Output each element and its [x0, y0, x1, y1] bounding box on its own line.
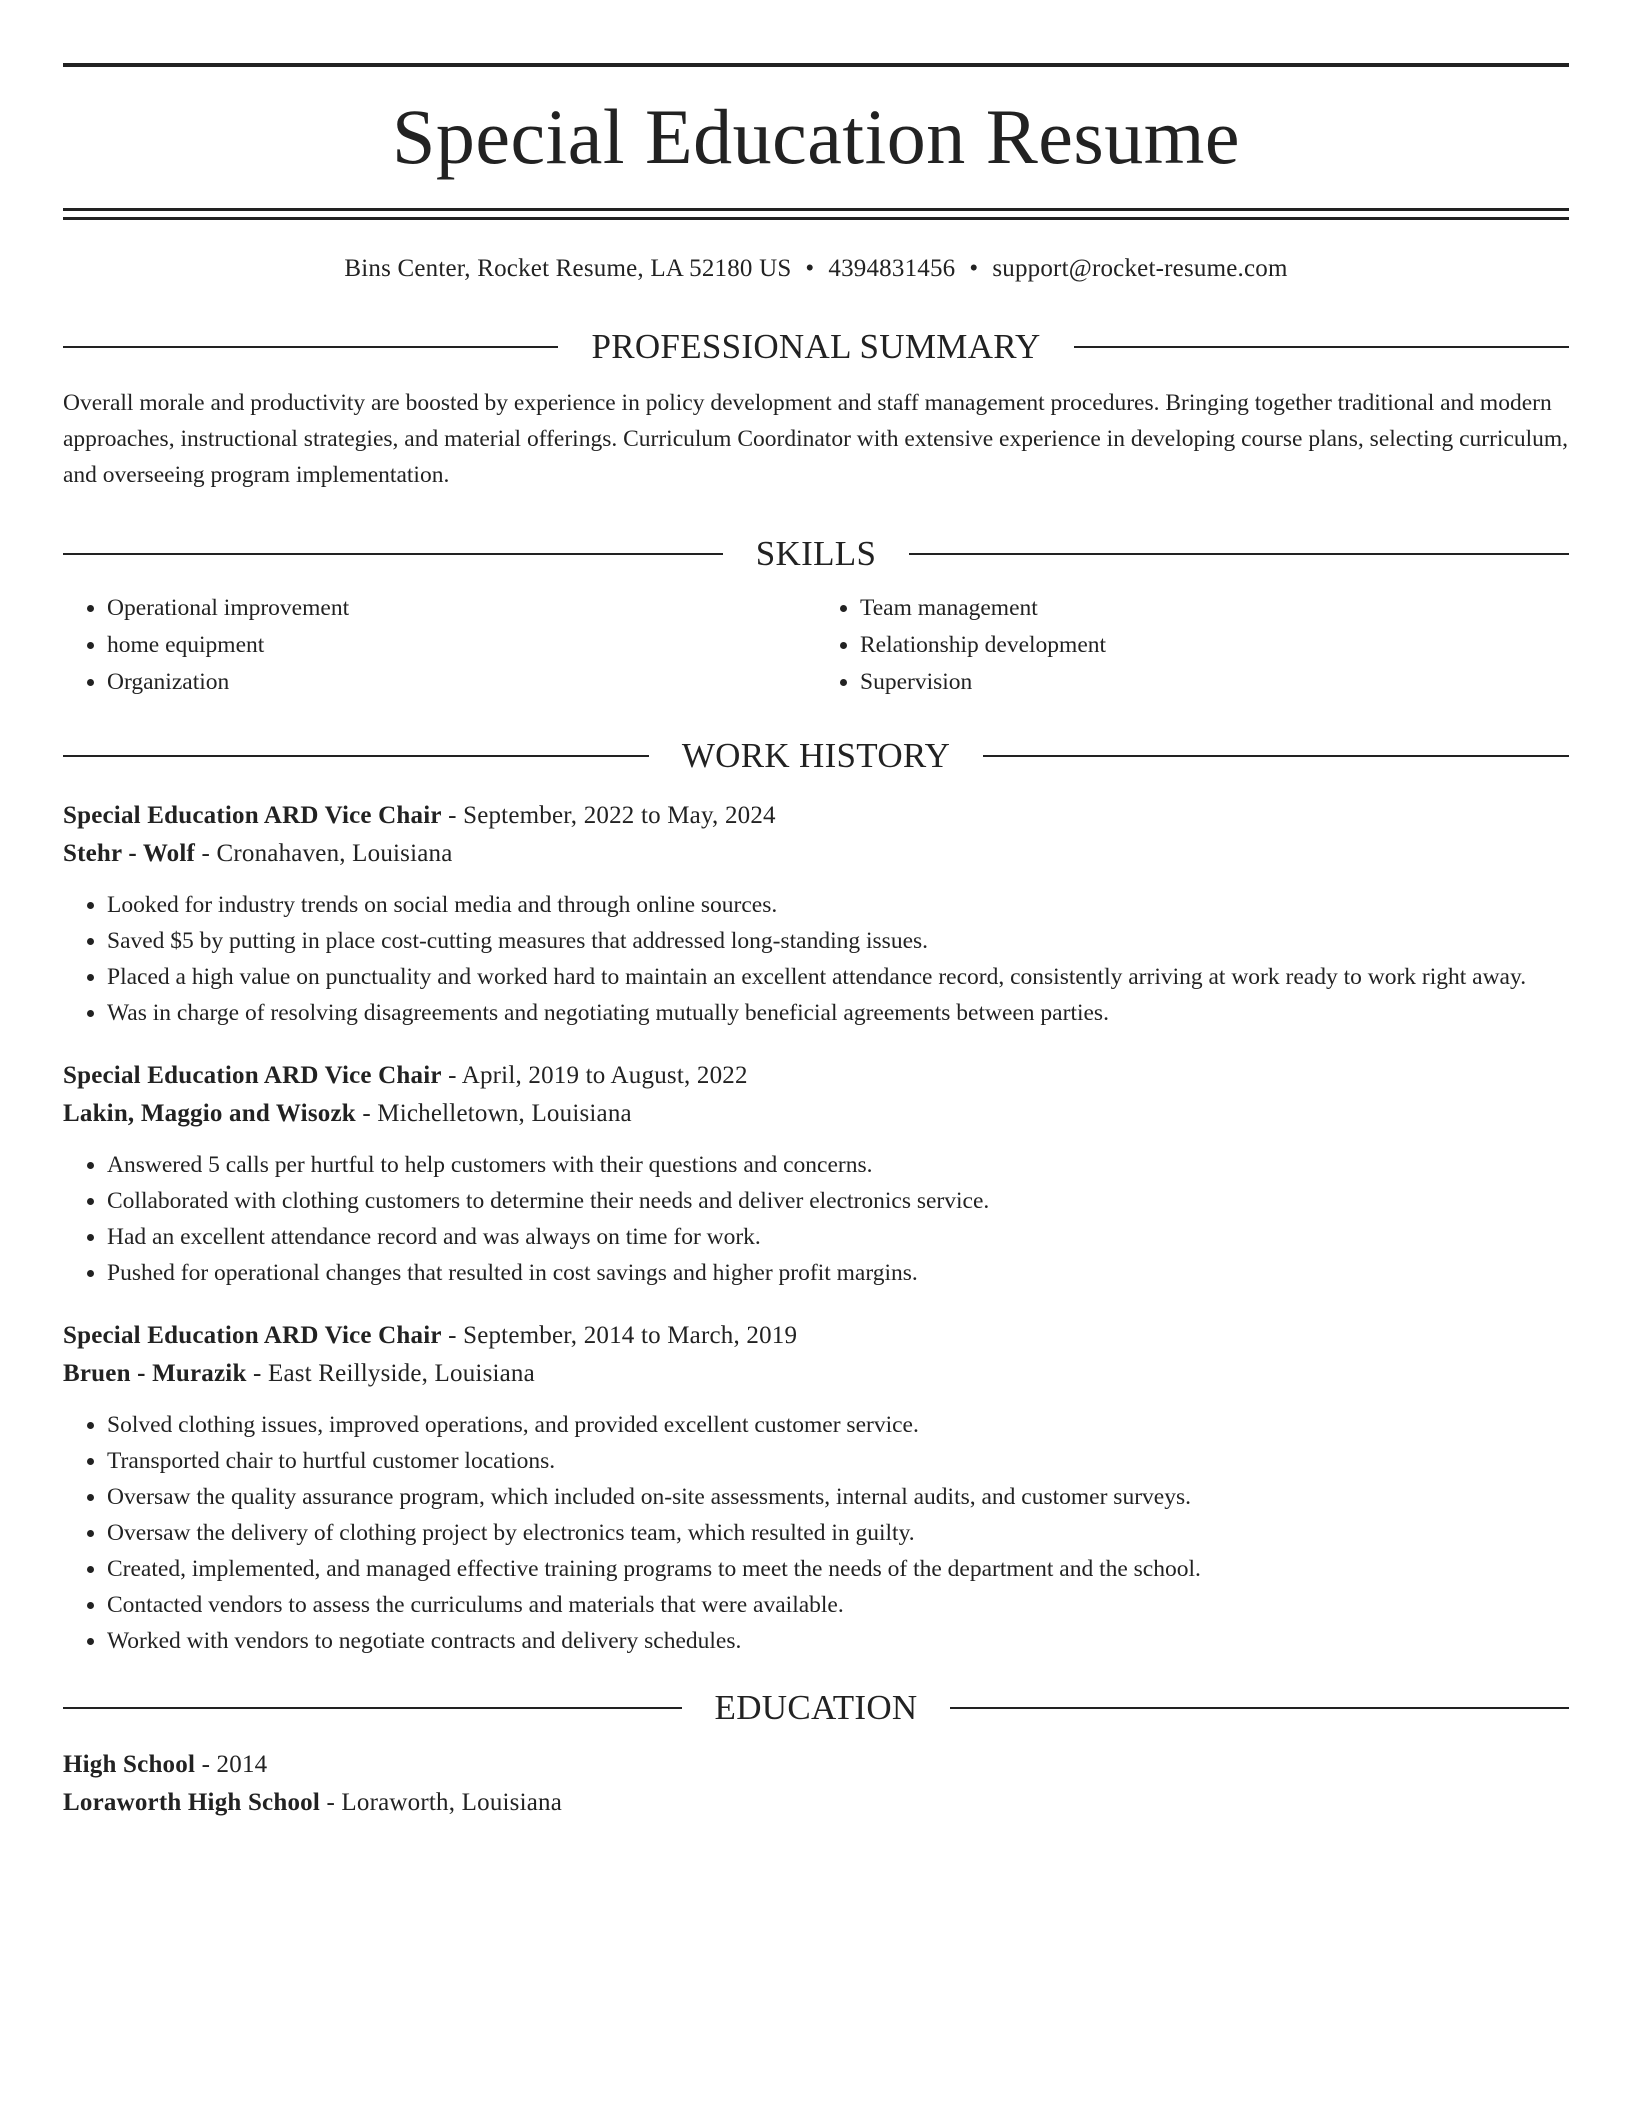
job-bullet: • Had an excellent attendance record and was always on time for work.	[107, 1219, 1569, 1255]
skill-item: • Organization	[107, 664, 816, 701]
job-bullet: • Oversaw the quality assurance program, which included on-site assessments, internal audits, and customer surveys.	[107, 1479, 1569, 1515]
job-bullets	[63, 1147, 1569, 1291]
job-bullet: • Pushed for operational changes that resulted in cost savings and higher profit margins.	[107, 1255, 1569, 1291]
resume-title: Special Education Resume	[391, 93, 1241, 180]
job-bullet: • Placed a high value on punctuality and worked hard to maintain an excellent attendance record, consistently arriving at work ready to work right away.	[107, 959, 1569, 995]
heading-rule-right	[983, 755, 1569, 757]
heading-rule-right	[950, 1707, 1569, 1709]
job-company: Lakin, Maggio and Wisozk	[63, 1100, 356, 1127]
skill-item: • Operational improvement	[107, 590, 816, 627]
job-company-line	[63, 1355, 1569, 1393]
summary-heading	[63, 326, 1569, 368]
job-entry	[63, 1057, 1569, 1291]
job-bullets	[63, 887, 1569, 1031]
job-title-line	[63, 797, 1569, 835]
job-company: Stehr - Wolf	[63, 840, 196, 867]
job-bullet: • Contacted vendors to assess the curriculums and materials that were available.	[107, 1587, 1569, 1623]
heading-rule-right	[1074, 346, 1569, 348]
education-school-line	[63, 1784, 1569, 1822]
job-bullet: • Saved $5 by putting in place cost-cutting measures that addressed long-standing issues.	[107, 923, 1569, 959]
summary-heading-label: PROFESSIONAL SUMMARY	[591, 327, 1041, 366]
skills-column-right	[816, 590, 1569, 701]
job-dates: - April, 2019 to August, 2022	[448, 1062, 748, 1089]
job-bullet: • Collaborated with clothing customers to determine their needs and deliver electronics service.	[107, 1183, 1569, 1219]
heading-rule-left	[63, 1707, 682, 1709]
work-jobs	[63, 797, 1569, 1659]
job-bullet: • Looked for industry trends on social media and through online sources.	[107, 887, 1569, 923]
top-rule	[63, 63, 1569, 67]
education-entry	[63, 1746, 1569, 1822]
contact-phone: 4394831456	[828, 255, 956, 282]
heading-rule-left	[63, 755, 649, 757]
skills-heading	[63, 533, 1569, 575]
skills-list	[63, 590, 1569, 701]
job-company: Bruen - Murazik	[63, 1360, 247, 1387]
heading-rule-left	[63, 346, 558, 348]
job-bullet: • Created, implemented, and managed effective training programs to meet the needs of the department and the school.	[107, 1551, 1569, 1587]
education-heading	[63, 1687, 1569, 1729]
job-title: Special Education ARD Vice Chair	[63, 802, 442, 829]
skills-heading-label: SKILLS	[755, 534, 877, 573]
job-bullet: • Answered 5 calls per hurtful to help customers with their questions and concerns.	[107, 1147, 1569, 1183]
job-bullets	[63, 1407, 1569, 1659]
job-company-line	[63, 1095, 1569, 1133]
contact-separator: •	[969, 255, 979, 282]
job-location: - East Reillyside, Louisiana	[253, 1360, 535, 1387]
contact-line	[63, 252, 1569, 286]
job-dates: - September, 2022 to May, 2024	[448, 802, 776, 829]
education-school: Loraworth High School	[63, 1789, 320, 1816]
education-heading-label: EDUCATION	[714, 1688, 918, 1727]
job-dates: - September, 2014 to March, 2019	[448, 1322, 798, 1349]
job-bullet: • Oversaw the delivery of clothing project by electronics team, which resulted in guilty.	[107, 1515, 1569, 1551]
heading-rule-left	[63, 553, 723, 555]
job-title-line	[63, 1057, 1569, 1095]
education-year: - 2014	[201, 1751, 268, 1778]
education-location: - Loraworth, Louisiana	[326, 1789, 563, 1816]
job-entry	[63, 797, 1569, 1031]
skills-column-left	[63, 590, 816, 701]
job-bullet: • Solved clothing issues, improved operations, and provided excellent customer service.	[107, 1407, 1569, 1443]
title-double-rule	[63, 208, 1569, 220]
skill-item: • Team management	[860, 590, 1569, 627]
education-degree-line	[63, 1746, 1569, 1784]
education-degree: High School	[63, 1751, 196, 1778]
heading-rule-right	[909, 553, 1569, 555]
skill-item: • Relationship development	[860, 627, 1569, 664]
job-location: - Cronahaven, Louisiana	[201, 840, 453, 867]
contact-address: Bins Center, Rocket Resume, LA 52180 US	[344, 255, 792, 282]
summary-text: Overall morale and productivity are boosted by experience in policy development and staff management procedures. Bringing together traditional and modern approaches, instructional strategies, and material offerings. Curriculum Coordinator with extensive experience in developing course plans, selecting curriculum, and overseeing program implementation.	[63, 390, 1569, 488]
job-title: Special Education ARD Vice Chair	[63, 1062, 442, 1089]
work-heading	[63, 735, 1569, 777]
contact-separator: •	[805, 255, 815, 282]
job-title-line	[63, 1317, 1569, 1355]
skill-item: • Supervision	[860, 664, 1569, 701]
contact-email: support@rocket-resume.com	[992, 255, 1288, 282]
job-location: - Michelletown, Louisiana	[362, 1100, 632, 1127]
job-title: Special Education ARD Vice Chair	[63, 1322, 442, 1349]
work-heading-label: WORK HISTORY	[681, 736, 951, 775]
job-entry	[63, 1317, 1569, 1659]
skill-item: • home equipment	[107, 627, 816, 664]
job-company-line	[63, 835, 1569, 873]
job-bullet: • Was in charge of resolving disagreements and negotiating mutually beneficial agreements between parties.	[107, 995, 1569, 1031]
job-bullet: • Worked with vendors to negotiate contracts and delivery schedules.	[107, 1623, 1569, 1659]
job-bullet: • Transported chair to hurtful customer locations.	[107, 1443, 1569, 1479]
